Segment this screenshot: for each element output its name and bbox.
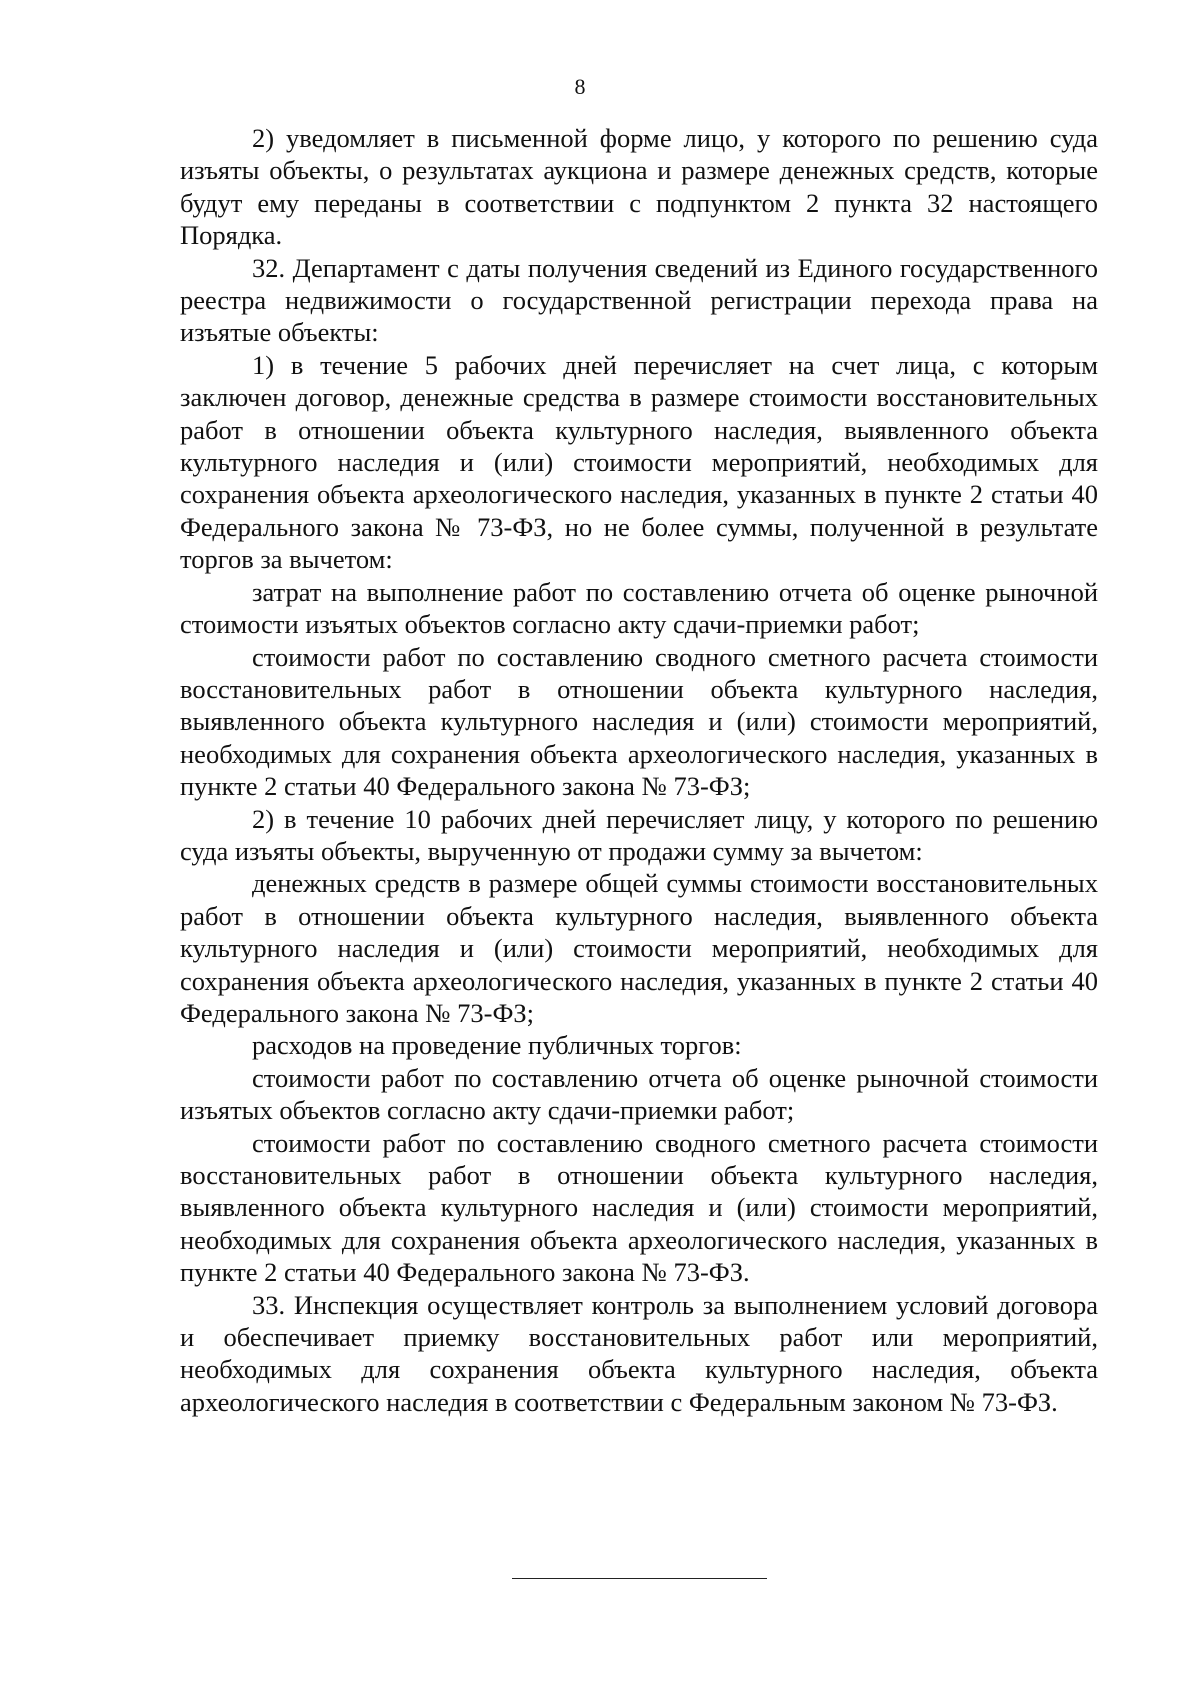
paragraph-6: 2) в течение 10 рабочих дней перечисляет лицу, у которого по решению суда изъяты объекты, вырученную от продажи сумму за вычетом: [180,803,1098,866]
paragraph-3: 1) в течение 5 рабочих дней перечисляет на счет лица, с которым заключен договор, денежные средства в размере стоимости восстановительных работ в отношении объекта культурного наследия, выявленного объекта культурного наследия и (или) стоимости мероприятий, необходимых для сохранения объекта археологического наследия, указанных в пункте 2 статьи 40 Федерального закона № 73-ФЗ, но не более суммы, полученной в результате торгов за вычетом: [180,349,1098,575]
end-divider [512,1578,767,1579]
paragraph-9: стоимости работ по составлению отчета об оценке рыночной стоимости изъятых объектов согласно акту сдачи-приемки работ; [180,1062,1098,1126]
page-number: 8 [574,74,586,99]
paragraph-1: 2) уведомляет в письменной форме лицо, у которого по решению суда изъяты объекты, о результатах аукциона и размере денежных средств, которые будут ему переданы в соответствии с подпунктом 2 пункта 32 настоящего Порядка. [180,123,1098,251]
paragraph-2: 32. Департамент с даты получения сведений из Единого государственного реестра недвижимости о государственной регистрации перехода права на изъятые объекты: [180,252,1098,348]
paragraph-7: денежных средств в размере общей суммы стоимости восстановительных работ в отношении объекта культурного наследия, выявленного объекта культурного наследия и (или) стоимости мероприятий, необходимых для сохранения объекта археологического наследия, указанных в пункте 2 статьи 40 Федерального закона № 73-ФЗ; [180,868,1098,1028]
paragraph-11: 33. Инспекция осуществляет контроль за выполнением условий договора и обеспечивает приемку восстановительных работ или мероприятий, необходимых для сохранения объекта культурного наследия, объекта археологического наследия в соответствии с Федеральным законом № 73-ФЗ. [180,1289,1098,1417]
paragraph-4: затрат на выполнение работ по составлению отчета об оценке рыночной стоимости изъятых объектов согласно акту сдачи-приемки работ; [180,576,1098,640]
paragraph-10: стоимости работ по составлению сводного сметного расчета стоимости восстановительных работ в отношении объекта культурного наследия, выявленного объекта культурного наследия и (или) стоимости мероприятий, необходимых для сохранения объекта археологического наследия, указанных в пункте 2 статьи 40 Федерального закона № 73-ФЗ. [180,1127,1098,1288]
paragraph-8: расходов на проведение публичных торгов: [252,1030,742,1061]
document-body [180,122,1098,1418]
paragraph-5: стоимости работ по составлению сводного сметного расчета стоимости восстановительных работ в отношении объекта культурного наследия, выявленного объекта культурного наследия и (или) стоимости мероприятий, необходимых для сохранения объекта археологического наследия, указанных в пункте 2 статьи 40 Федерального закона № 73-ФЗ; [180,641,1098,802]
